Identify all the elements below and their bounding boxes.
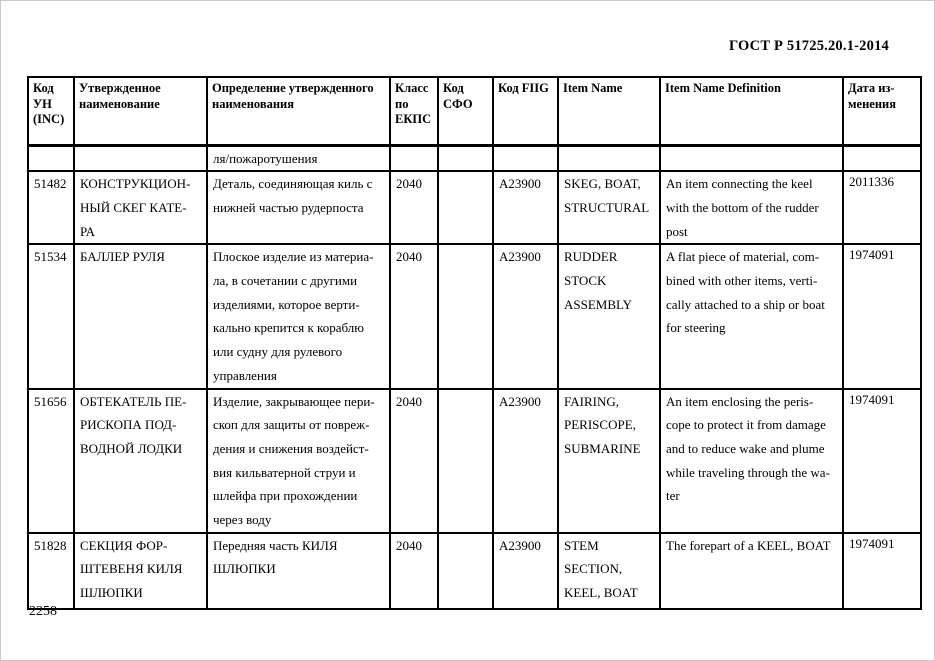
catalog-table — [27, 76, 922, 610]
cell-definition: Деталь, соединяющая киль с нижней частью рудерпоста — [207, 171, 390, 244]
cell-change-date: 2011336 — [843, 171, 921, 244]
cell-definition: ля/пожаротушения — [207, 145, 390, 171]
header-ekps-class: Класс по ЕКПС — [390, 77, 438, 145]
cell-sfo-code — [438, 171, 493, 244]
table-row — [28, 533, 921, 609]
cell-sfo-code — [438, 244, 493, 388]
cell-definition: Изделие, закрывающее пери-скоп для защиты от повреж-дения и снижения воздейст-вия кильватерной струи и шлейфа при прохождении через воду — [207, 389, 390, 533]
header-item-name-definition: Item Name Definition — [660, 77, 843, 145]
header-inc-code: Код УН (INC) — [28, 77, 74, 145]
cell-item-name: SKEG, BOAT, STRUCTURAL — [558, 171, 660, 244]
cell-ekps-class: 2040 — [390, 244, 438, 388]
cell-ekps-class — [390, 145, 438, 171]
table-row — [28, 145, 921, 171]
cell-inc-code: 51534 — [28, 244, 74, 388]
table-row — [28, 389, 921, 533]
page-number: 2258 — [29, 604, 57, 619]
cell-item-name — [558, 145, 660, 171]
cell-inc-code: 51656 — [28, 389, 74, 533]
cell-item-name-definition: An item connecting the keel with the bottom of the rudder post — [660, 171, 843, 244]
header-approved-name-definition: Определение утвержденного наименования — [207, 77, 390, 145]
cell-item-name: RUDDER STOCK ASSEMBLY — [558, 244, 660, 388]
header-change-date: Дата из-менения — [843, 77, 921, 145]
table-row — [28, 244, 921, 388]
cell-ekps-class: 2040 — [390, 171, 438, 244]
cell-inc-code: 51482 — [28, 171, 74, 244]
cell-change-date: 1974091 — [843, 389, 921, 533]
cell-sfo-code — [438, 389, 493, 533]
cell-approved-name: БАЛЛЕР РУЛЯ — [74, 244, 207, 388]
cell-fiig-code: A23900 — [493, 244, 558, 388]
header-fiig-code: Код FIIG — [493, 77, 558, 145]
cell-fiig-code: A23900 — [493, 533, 558, 609]
cell-item-name-definition: The forepart of a KEEL, BOAT — [660, 533, 843, 609]
cell-approved-name: СЕКЦИЯ ФОР-ШТЕВЕНЯ КИЛЯ ШЛЮПКИ — [74, 533, 207, 609]
cell-fiig-code: A23900 — [493, 389, 558, 533]
cell-approved-name — [74, 145, 207, 171]
cell-inc-code: 51828 — [28, 533, 74, 609]
cell-change-date: 1974091 — [843, 244, 921, 388]
table-row — [28, 171, 921, 244]
cell-approved-name: ОБТЕКАТЕЛЬ ПЕ-РИСКОПА ПОД-ВОДНОЙ ЛОДКИ — [74, 389, 207, 533]
cell-fiig-code — [493, 145, 558, 171]
cell-sfo-code — [438, 145, 493, 171]
doc-number: ГОСТ Р 51725.20.1-2014 — [728, 38, 889, 54]
cell-item-name: STEM SECTION, KEEL, BOAT — [558, 533, 660, 609]
cell-inc-code — [28, 145, 74, 171]
cell-item-name-definition: An item enclosing the peris-cope to protect it from damage and to reduce wake and plume while traveling through the wa-ter — [660, 389, 843, 533]
cell-approved-name: КОНСТРУКЦИОН-НЫЙ СКЕГ КАТЕ-РА — [74, 171, 207, 244]
cell-item-name-definition — [660, 145, 843, 171]
header-item-name: Item Name — [558, 77, 660, 145]
cell-change-date: 1974091 — [843, 533, 921, 609]
cell-change-date — [843, 145, 921, 171]
cell-fiig-code: A23900 — [493, 171, 558, 244]
cell-item-name-definition: A flat piece of material, com-bined with other items, verti-cally attached to a ship or boat for steering — [660, 244, 843, 388]
cell-ekps-class: 2040 — [390, 533, 438, 609]
header-approved-name: Утвержденное наименование — [74, 77, 207, 145]
cell-ekps-class: 2040 — [390, 389, 438, 533]
table-header-row — [28, 77, 921, 145]
cell-definition: Плоское изделие из материа-ла, в сочетании с другими изделиями, которое верти-кально крепится к кораблю или судну для рулевого управления — [207, 244, 390, 388]
cell-item-name: FAIRING, PERISCOPE, SUBMARINE — [558, 389, 660, 533]
cell-definition: Передняя часть КИЛЯ ШЛЮПКИ — [207, 533, 390, 609]
cell-sfo-code — [438, 533, 493, 609]
header-sfo-code: Код СФО — [438, 77, 493, 145]
